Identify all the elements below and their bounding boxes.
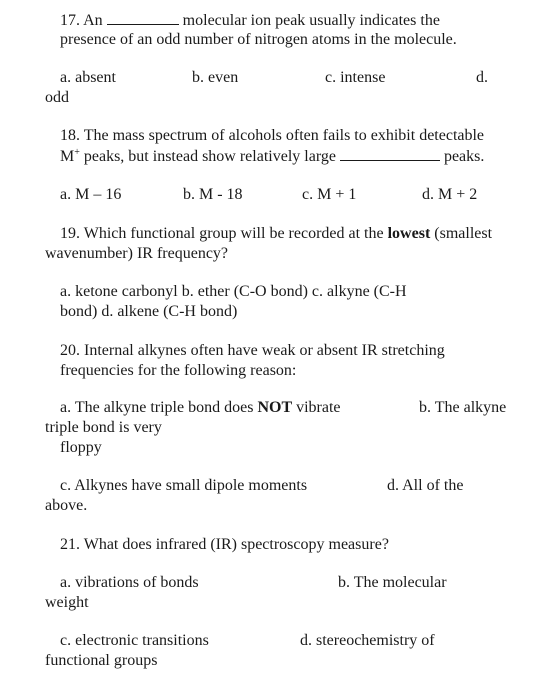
- q17-lead: 17. An: [60, 12, 103, 29]
- q18-option-a: a. M – 16: [60, 186, 122, 203]
- q18-answer-blank: [340, 146, 440, 161]
- q17-option-b: b. even: [192, 69, 239, 86]
- q19-stem-line1: [60, 224, 492, 244]
- q20-stem-line2: frequencies for the following reason:: [60, 362, 297, 379]
- q21-option-c: c. electronic transitions: [60, 632, 209, 649]
- q18-stem-end: peaks.: [443, 148, 485, 165]
- q20-option-d-wrap: above.: [45, 497, 88, 514]
- q17-stem-rest: molecular ion peak usually indicates the: [182, 12, 440, 29]
- q20-option-a: [60, 398, 341, 418]
- q20-option-c: c. Alkynes have small dipole moments: [60, 477, 308, 494]
- q18-m-symbol: M: [60, 148, 75, 165]
- q18-option-c: c. M + 1: [302, 186, 357, 203]
- q17-stem-line2: presence of an odd number of nitrogen atoms in the molecule.: [60, 31, 457, 48]
- q20-option-a-post: vibrate: [296, 399, 341, 416]
- q19-options-line1: a. ketone carbonyl b. ether (C-O bond) c. alkyne (C-H: [60, 283, 407, 300]
- q19-stem-line2: wavenumber) IR frequency?: [45, 245, 229, 262]
- q18-m-charge: +: [74, 147, 80, 158]
- q19-options-line2: bond) d. alkene (C-H bond): [60, 303, 238, 320]
- q17-option-c: c. intense: [325, 69, 386, 86]
- q20-option-b: b. The alkyne: [419, 399, 507, 416]
- q21-option-d: d. stereochemistry of: [300, 632, 435, 649]
- q20-option-a-pre: a. The alkyne triple bond does: [60, 399, 254, 416]
- q19-stem-pre: 19. Which functional group will be recorded at the: [60, 225, 384, 242]
- q17-option-a: a. absent: [60, 69, 116, 86]
- q17-stem-line1: [60, 10, 440, 31]
- q17-answer-blank: [107, 10, 179, 25]
- q21-option-a: a. vibrations of bonds: [60, 574, 199, 591]
- q17-option-d: d.: [476, 69, 488, 86]
- q19-stem-post: (smallest: [434, 225, 493, 242]
- q18-stem-line1: 18. The mass spectrum of alcohols often fails to exhibit detectable: [60, 127, 485, 144]
- q21-option-b-wrap: weight: [45, 594, 89, 611]
- q21-stem-line1: 21. What does infrared (IR) spectroscopy measure?: [60, 536, 389, 553]
- q19-stem-bold: lowest: [387, 225, 431, 242]
- q20-option-b-wrap1: triple bond is very: [45, 419, 162, 436]
- q21-option-d-wrap: functional groups: [45, 652, 158, 669]
- q20-option-a-bold: NOT: [257, 399, 293, 416]
- q18-stem-mid: peaks, but instead show relatively large: [79, 148, 336, 165]
- q20-option-b-wrap2: floppy: [60, 439, 102, 456]
- q20-stem-line1: 20. Internal alkynes often have weak or absent IR stretching: [60, 342, 445, 359]
- q21-option-b: b. The molecular: [338, 574, 447, 591]
- q17-option-d-wrap: odd: [45, 89, 69, 106]
- q18-option-d: d. M + 2: [422, 186, 478, 203]
- q18-stem-line2: [60, 146, 484, 167]
- q18-option-b: b. M - 18: [183, 186, 243, 203]
- q20-option-d: d. All of the: [387, 477, 464, 494]
